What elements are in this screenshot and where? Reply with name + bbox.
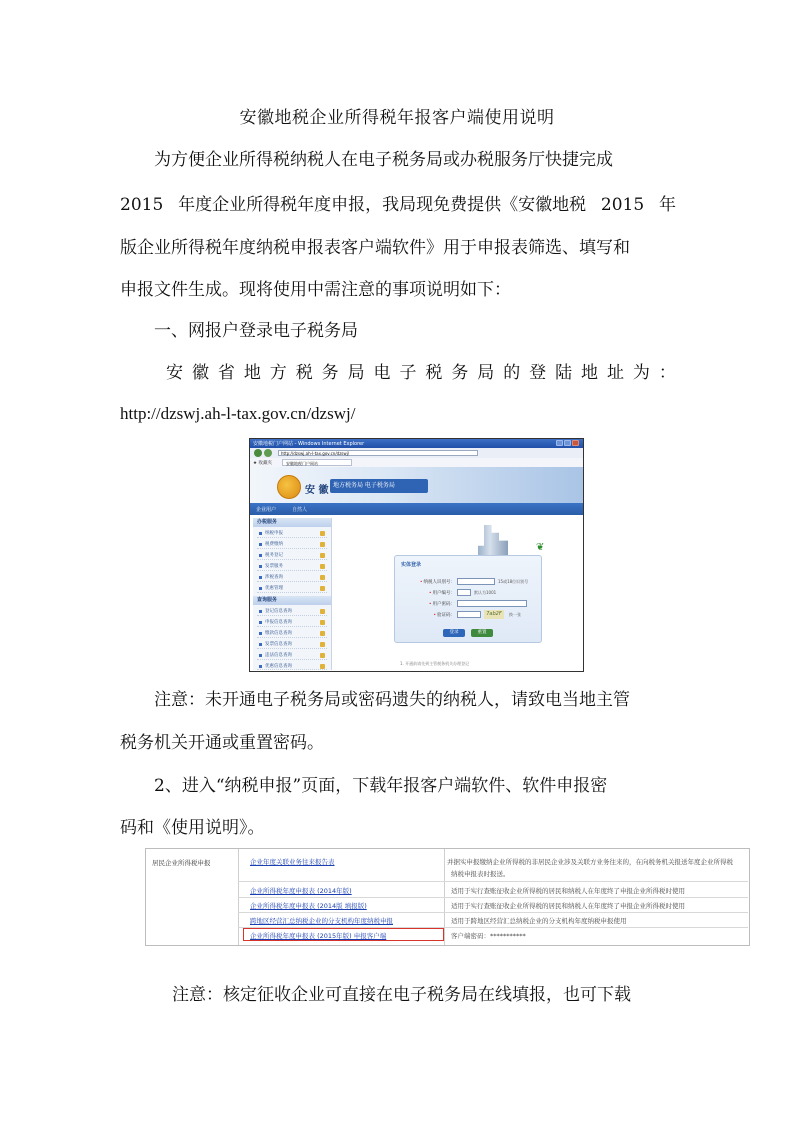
sidebar-item[interactable]: 申报信息查询 <box>257 618 327 627</box>
address-char: 务 <box>451 363 469 383</box>
login-url: http://dzswj.ah-l-tax.gov.cn/dzswj/ <box>120 404 356 423</box>
client-download-link[interactable]: 企业所得税年度申报表 (2015年版) 申报客户端 <box>250 932 387 940</box>
intro-year: 2015 <box>120 195 164 215</box>
login-footnote: 1. 开通前请先到主管税务机关办理登记 <box>400 661 470 666</box>
sidebar-item[interactable]: 涉税查询 <box>257 573 327 582</box>
address-char: 地 <box>243 363 261 383</box>
intro-line-1: 为方便企业所得税纳税人在电子税务局或办税服务厅快捷完成 <box>154 150 613 170</box>
lock-icon <box>320 586 325 591</box>
address-char: 的 <box>503 363 521 383</box>
field-password: • 用户密码： <box>401 600 535 608</box>
category-label: 居民企业所得税申报 <box>152 859 211 867</box>
brand-text: 安 徽 <box>305 485 329 496</box>
tax-logo-icon <box>277 475 301 499</box>
reset-button[interactable]: 重置 <box>471 629 493 637</box>
forward-icon[interactable] <box>264 449 272 457</box>
sidebar-section-query: 查询服务 <box>253 596 331 605</box>
address-char: 省 <box>217 363 235 383</box>
lock-icon <box>320 575 325 580</box>
lock-icon <box>320 542 325 547</box>
user-number-input[interactable] <box>457 589 471 596</box>
sidebar-item[interactable]: 纳税申报 <box>257 529 327 538</box>
window-title: 安徽地税门户网站 - Windows Internet Explorer <box>253 441 365 447</box>
address-char: 登 <box>529 363 547 383</box>
address-char: 方 <box>269 363 287 383</box>
site-menu <box>250 503 583 515</box>
intro-line-3: 版企业所得税年度纳税申报表客户端软件》用于申报表筛选、填写和 <box>120 238 630 258</box>
lock-icon <box>320 564 325 569</box>
address-char: 子 <box>399 363 417 383</box>
address-char: 务 <box>321 363 339 383</box>
section-2-line-2: 码和《使用说明》。 <box>120 818 265 838</box>
section-1-heading: 一、网报户登录电子税务局 <box>154 321 358 341</box>
lock-icon <box>320 631 325 636</box>
browser-tab[interactable]: 安徽地税门户网站 <box>282 459 352 466</box>
download-link[interactable]: 企业年度关联业务往来报告表 <box>250 858 335 866</box>
sidebar-item[interactable]: 优惠信息查询 <box>257 662 327 670</box>
lock-icon <box>320 609 325 614</box>
download-table-screenshot <box>145 848 750 946</box>
url-input[interactable]: http://dzswj.ah-l-tax.gov.cn/dzswj/ <box>278 450 478 456</box>
bureau-banner: 地方税务局 电子税务局 <box>330 479 428 493</box>
intro-text: 年 <box>658 195 676 215</box>
table-divider <box>238 912 748 913</box>
butterfly-icon: ❦ <box>536 542 545 553</box>
row-description: 适用于跨地区经营汇总纳税企业的分支机构年度纳税申报使用 <box>451 917 627 925</box>
address-char: 局 <box>477 363 495 383</box>
section-2-line-1: 2、进入“纳税申报”页面，下载年报客户端软件、软件申报密 <box>154 776 608 796</box>
sidebar-item[interactable]: 税务登记 <box>257 551 327 560</box>
login-screenshot <box>249 438 584 672</box>
row-description: 纳税申报表时报送。 <box>451 870 510 878</box>
address-char: 税 <box>295 363 313 383</box>
intro-line-2 <box>120 195 676 215</box>
address-char: 址 <box>606 363 624 383</box>
address-char: 局 <box>347 363 365 383</box>
taxpayer-id-input[interactable] <box>457 578 495 585</box>
sidebar-item[interactable]: 优惠管理 <box>257 584 327 593</box>
table-divider <box>238 881 748 882</box>
sidebar-item[interactable]: 发票信息查询 <box>257 640 327 649</box>
back-icon[interactable] <box>254 449 262 457</box>
address-char: ： <box>658 363 676 383</box>
intro-line-4: 申报文件生成。现将使用中需注意的事项说明如下： <box>120 280 511 300</box>
sidebar-item[interactable]: 登记信息查询 <box>257 607 327 616</box>
field-user-number: • 用户编号： 默认为1001 <box>401 589 535 597</box>
note-1-line-1: 注意：未开通电子税务局或密码遗失的纳税人，请致电当地主管 <box>154 690 630 710</box>
address-char: 徽 <box>191 363 209 383</box>
login-button[interactable]: 登录 <box>443 629 465 637</box>
download-link[interactable]: 企业所得税年度申报表 (2014年版) <box>250 887 352 895</box>
sidebar-item[interactable]: 发票服务 <box>257 562 327 571</box>
sidebar-section-service: 办税服务 <box>253 518 331 527</box>
table-divider <box>238 897 748 898</box>
password-input[interactable] <box>457 600 527 607</box>
sidebar <box>253 518 332 670</box>
login-box-title: 实体登录 <box>401 562 422 568</box>
close-icon[interactable] <box>572 440 579 446</box>
lock-icon <box>320 653 325 658</box>
row-description: 并据实申报缴纳企业所得税的非居民企业涉及关联方业务往来的，在向税务机关报送年度企业所得税 <box>447 858 733 866</box>
address-char: 电 <box>373 363 391 383</box>
captcha-image[interactable]: 7ab2F <box>484 610 504 619</box>
address-char: 陆 <box>555 363 573 383</box>
favorites-button[interactable]: ★ 收藏夹 <box>253 461 272 466</box>
address-char: 安 <box>166 363 183 383</box>
sidebar-item[interactable]: 缴款信息查询 <box>257 629 327 638</box>
lock-icon <box>320 620 325 625</box>
lock-icon <box>320 664 325 669</box>
address-char: 为 <box>632 363 650 383</box>
download-link[interactable]: 企业所得税年度申报表 (2014版 填报版) <box>250 902 367 910</box>
intro-year: 2015 <box>600 195 645 215</box>
captcha-input[interactable] <box>457 611 481 618</box>
sidebar-item[interactable]: 违法信息查询 <box>257 651 327 660</box>
address-char: 地 <box>581 363 598 383</box>
lock-icon <box>320 642 325 647</box>
login-box <box>394 555 542 643</box>
menu-individual[interactable]: 自然人 <box>292 507 308 513</box>
row-description: 适用于实行查账征收企业所得税的居民和纳税人在年度终了申报企业所得税时使用 <box>451 902 685 910</box>
field-taxpayer-id: • 纳税人识别号： 15或18位识别号 <box>401 578 535 586</box>
lock-icon <box>320 553 325 558</box>
window-titlebar <box>250 439 583 448</box>
lock-icon <box>320 531 325 536</box>
address-char: 税 <box>425 363 443 383</box>
document-title: 安徽地税企业所得税年报客户端使用说明 <box>239 108 555 128</box>
row-description: 适用于实行查账征收企业所得税的居民和纳税人在年度终了申报企业所得税时使用 <box>451 887 685 895</box>
minimize-icon[interactable] <box>556 440 563 446</box>
maximize-icon[interactable] <box>564 440 571 446</box>
download-link[interactable]: 跨地区经营汇总纳税企业的分支机构年度纳税申报 <box>250 917 393 925</box>
login-address-line <box>166 363 676 383</box>
note-1-line-2: 税务机关开通或重置密码。 <box>120 733 324 753</box>
note-2: 注意：核定征收企业可直接在电子税务局在线填报，也可下载 <box>172 985 631 1005</box>
client-password: 客户端密码：*********** <box>451 932 526 940</box>
sidebar-item[interactable]: 税费缴纳 <box>257 540 327 549</box>
menu-enterprise-user[interactable]: 企业用户 <box>256 507 277 513</box>
intro-text: 年度企业所得税年度申报，我局现免费提供《安徽地税 <box>178 195 587 215</box>
field-captcha: • 验证码： 7ab2F 换一张 <box>401 611 535 619</box>
